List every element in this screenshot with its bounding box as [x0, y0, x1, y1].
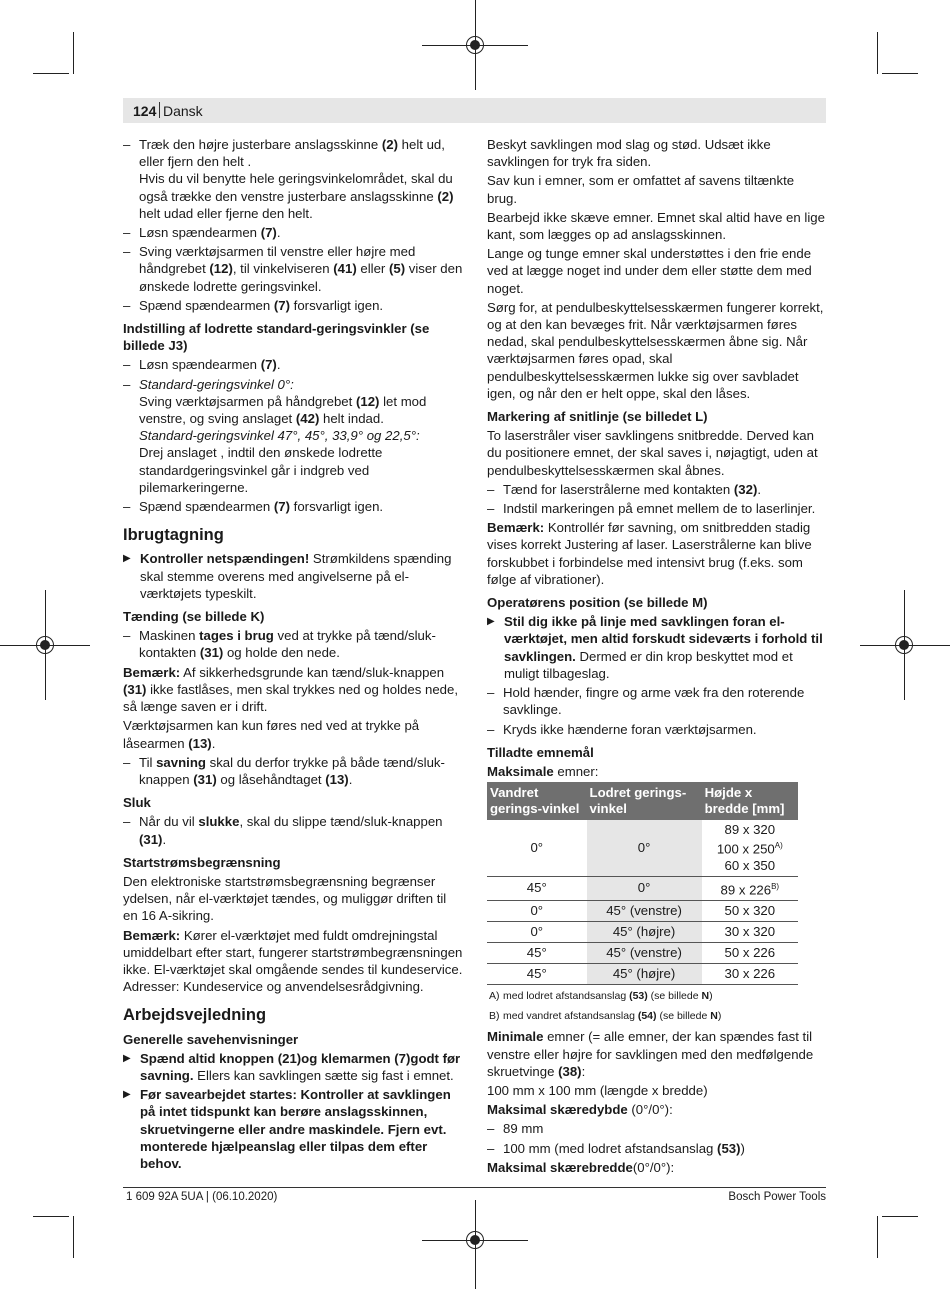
paragraph: Maksimale emner: — [487, 763, 599, 779]
registration-mark-icon — [466, 36, 484, 54]
registration-mark-icon — [36, 636, 54, 654]
table-row — [487, 820, 798, 876]
list-item: – Når du vil slukke, skal du slippe tænd/sluk-knappen (31). — [123, 813, 463, 847]
dimension-value: 60 x 350 — [724, 857, 776, 873]
section-subheading: Tænding (se billede K) — [123, 609, 265, 625]
warning-item: ▶ Stil dig ikke på linje med savklingen foran el-værktøjet, men altid forskudt sideværts i forhold til savklingen. Dermed er din krop beskyttet mod et muligt tilbageslag. — [487, 613, 827, 682]
crop-mark — [73, 32, 74, 74]
crop-mark — [73, 1216, 74, 1258]
table-cell: 45° — [487, 942, 587, 963]
list-item: – 100 mm (med lodret afstandsanslag (53)) — [487, 1140, 827, 1157]
paragraph: Bemærk: Kontrollér før savning, om snitbredden stadig vises korrekt Justering af laser. Laserstrålerne kan blive forskubbet i forbindelse med intensivt brug (f.eks. som følge af vibrationer). — [487, 520, 812, 587]
crop-mark — [882, 1216, 918, 1217]
footer-divider — [123, 1187, 826, 1188]
table-cell: 30 x 320 — [702, 921, 798, 942]
table-footnote: A) med lodret afstandsanslag (53) (se billede N) — [489, 989, 713, 1002]
section-heading: Ibrugtagning — [123, 526, 224, 545]
paragraph: Sørg for, at pendulbeskyttelsesskærmen fungerer korrekt, og at den kan bevæges frit. Når værktøjsarmen føres nedad, skal pendulbeskyttelsesskærmen åbne sig. Når værktøjsarmen føres opad, skal pendulbeskyttelsesskærmen lukke sig over savbladet igen, og når den er helt oppe, skal den låses. — [487, 299, 824, 401]
table-cell: 89 x $226^{B)}$ — [702, 876, 798, 900]
page-number: 124 — [133, 103, 157, 119]
section-subheading: Generelle savehenvisninger — [123, 1031, 299, 1047]
table-header: Højde x bredde [mm] — [702, 782, 798, 820]
table-row — [487, 900, 798, 921]
table-cell: 45° (højre) — [587, 921, 702, 942]
list-item: – Tænd for laserstrålerne med kontakten (32). — [487, 481, 827, 498]
list-item: – 89 mm — [487, 1120, 827, 1137]
table-row — [487, 876, 798, 900]
table-cell: 30 x 226 — [702, 963, 798, 984]
warning-item: ▶ Før savearbejdet startes: Kontroller at savklingen på intet tidspunkt kan berøre anslagsskinnen, skruetvingerne eller andre maskindele. Fjern evt. monterede hjælpeanslag eller tilpas dem efter behov. — [123, 1086, 463, 1172]
table-cell: 0° — [587, 876, 702, 900]
registration-mark-icon — [895, 636, 913, 654]
section-subheading: Sluk — [123, 795, 151, 811]
paragraph: Maksimal skæredybde (0°/0°): — [487, 1102, 673, 1118]
table-cell: 0° — [587, 820, 702, 876]
crop-mark — [33, 73, 69, 74]
paragraph: Minimale emner (= alle emner, der kan spændes fast til venstre eller højre for savklingen med den medfølgende skruetvinge (38): — [487, 1029, 814, 1079]
warning-item: ▶ Kontroller netspændingen! Strømkildens spænding skal stemme overens med angivelserne på el-værktøjets typeskilt. — [123, 550, 463, 602]
paragraph: Beskyt savklingen mod slag og stød. Udsæt ikke savklingen for tryk fra siden. — [487, 137, 771, 170]
paragraph: Bemærk: Af sikkerhedsgrunde kan tænd/sluk-knappen (31) ikke fastlåses, men skal trykkes ned og holdes nede, så længe saven er i drift. — [123, 664, 458, 715]
paragraph: Lange og tunge emner skal understøttes i den frie ende ved at lægge noget ind under dem eller støtte dem med noget. — [487, 246, 812, 296]
paragraph: Maksimal skærebredde(0°/0°): — [487, 1159, 675, 1175]
table-row — [487, 963, 798, 984]
page-header-bar — [123, 98, 826, 123]
paragraph: To laserstråler viser savklingens snitbredde. Derved kan du positionere emnet, der skal saves i, nøjagtigt, uden at pendulbeskyttelsesskærmen skal åbnes. — [487, 428, 818, 478]
section-subheading: Startstrømsbegrænsning — [123, 854, 281, 870]
list-item: – Spænd spændearmen (7) forsvarligt igen. — [123, 498, 463, 515]
paragraph: Værktøjsarmen kan kun føres ned ved at trykke på låsearmen (13). — [123, 718, 420, 751]
list-item: – Sving værktøjsarmen til venstre eller højre med håndgrebet (12), til vinkelviseren (41) eller (5) viser den ønskede lodrette geringsvinkel. — [123, 243, 463, 295]
footer-brand: Bosch Power Tools — [728, 1191, 826, 1203]
table-footnote: B) med vandret afstandsanslag (54) (se billede N) — [489, 1010, 722, 1023]
list-item: – Løsn spændearmen (7). — [123, 356, 463, 373]
list-item: – Kryds ikke hænderne foran værktøjsarmen. — [487, 721, 827, 738]
table-header: Lodret gerings-vinkel — [587, 782, 702, 820]
list-item: – Indstil markeringen på emnet mellem de to laserlinjer. — [487, 500, 827, 517]
section-heading: Arbejdsvejledning — [123, 1006, 267, 1025]
dimension-value: 100 x $250^{A)}$ — [716, 841, 783, 857]
section-subheading: Operatørens position (se billede M) — [487, 595, 708, 611]
list-item: – Til savning skal du derfor trykke på både tænd/sluk-knappen (31) og låsehåndtaget (13). — [123, 754, 463, 788]
crop-mark — [877, 1216, 878, 1258]
crop-mark — [882, 73, 918, 74]
paragraph: Bearbejd ikke skæve emner. Emnet skal altid have en lige kant, som lægges op ad anslagsskinnen. — [487, 209, 825, 243]
table-cell: 45° (venstre) — [587, 900, 702, 921]
table-row — [487, 921, 798, 942]
paragraph: Den elektroniske startstrømsbegrænsning begrænser ydelsen, når el-værktøjet tændes, og muliggør driften til en 16 A-sikring. — [123, 873, 447, 924]
list-item: – Træk den højre justerbare anslagsskinne (2) helt ud, eller fjern den helt . Hvis du vil benytte hele geringsvinkelområdet, skal du også trække den venstre justerbare anslagsskinne (2) helt udad eller fjerne den helt. — [123, 136, 463, 222]
table-cell: 0° — [487, 820, 587, 876]
table-cell — [702, 820, 798, 876]
table-cell: 50 x 226 — [702, 942, 798, 963]
list-item: – Maskinen tages i brug ved at trykke på tænd/sluk-kontakten (31) og holde den nede. — [123, 627, 463, 661]
section-subheading: Indstilling af lodrette standard-geringsvinkler (se billede J3) — [123, 321, 430, 354]
right-column — [487, 136, 827, 1178]
page-language: Dansk — [163, 103, 203, 119]
dimension-value: 89 x 320 — [724, 822, 776, 838]
table-row — [487, 942, 798, 963]
left-column — [123, 136, 463, 1174]
list-item: – Løsn spændearmen (7). — [123, 224, 463, 241]
crop-mark — [33, 1216, 69, 1217]
section-subheading: Markering af snitlinje (se billedet L) — [487, 409, 708, 425]
workpiece-dimensions-table — [487, 782, 798, 985]
crop-mark — [877, 32, 878, 74]
list-item: – Standard-geringsvinkel 0°: Sving værktøjsarmen på håndgrebet (12) let mod venstre, og sving anslaget (42) helt indad. Standard-geringsvinkel 47°, 45°, 33,9° og 22,5°: Drej anslaget , indtil den ønskede lodrette standardgeringsvinkel går i indgreb ved pilemarkeringerne. — [123, 376, 463, 496]
table-cell: 50 x 320 — [702, 900, 798, 921]
warning-item: ▶ Spænd altid knoppen (21)og klemarmen (7)godt før savning. Ellers kan savklingen sætte sig fast i emnet. — [123, 1050, 463, 1084]
list-item: – Hold hænder, fingre og arme væk fra den roterende savklinge. — [487, 684, 827, 718]
section-subheading: Tilladte emnemål — [487, 744, 594, 760]
paragraph: Bemærk: Kører el-værktøjet med fuldt omdrejningstal umiddelbart efter start, fungerer startstrømbegrænsningen ikke. El-værktøjet skal omgående sendes til kundeservice. Adresser: Kundeservice og anvendelsesrådgivning. — [123, 927, 463, 995]
paragraph: Sav kun i emner, som er omfattet af savens tiltænkte brug. — [487, 173, 795, 206]
table-cell: 45° — [487, 963, 587, 984]
table-header: Vandret gerings-vinkel — [487, 782, 587, 820]
table-cell: 45° — [487, 876, 587, 900]
footer-doc-id: 1 609 92A 5UA | (06.10.2020) — [126, 1191, 278, 1203]
table-cell: 0° — [487, 900, 587, 921]
table-cell: 45° (højre) — [587, 963, 702, 984]
paragraph: 100 mm x 100 mm (længde x bredde) — [487, 1082, 708, 1098]
list-item: – Spænd spændearmen (7) forsvarligt igen. — [123, 297, 463, 314]
table-cell: 0° — [487, 921, 587, 942]
table-cell: 45° (venstre) — [587, 942, 702, 963]
registration-mark-icon — [466, 1231, 484, 1249]
header-separator — [159, 102, 160, 118]
